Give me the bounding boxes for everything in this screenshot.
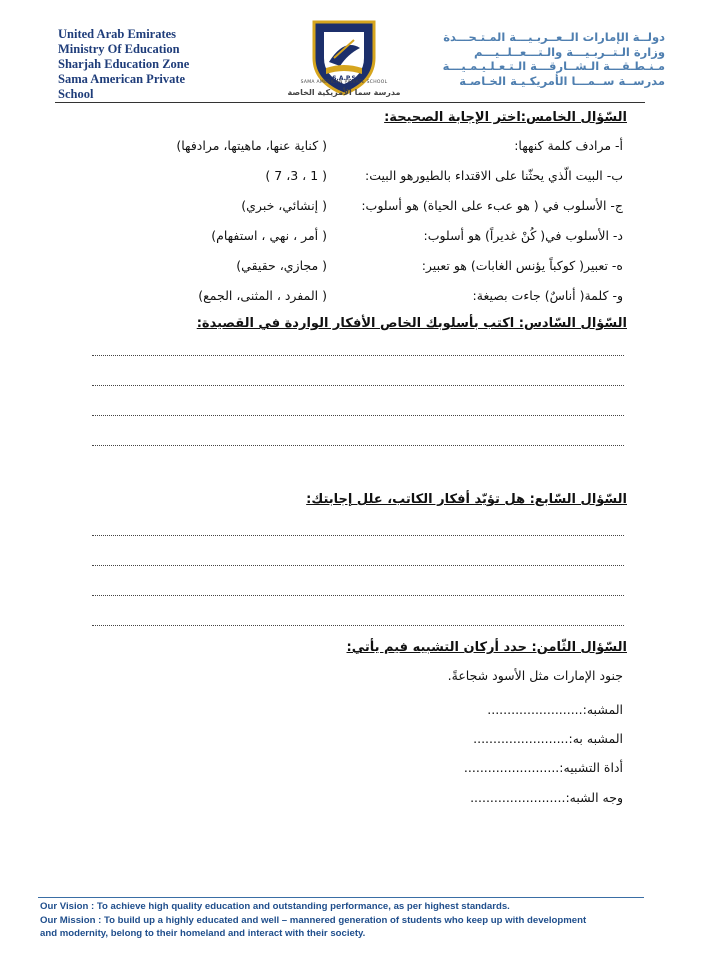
q8-sentence: جنود الإمارات مثل الأسود شجاعةً. [447, 668, 623, 683]
q8-field-resemblance [470, 790, 623, 805]
header-ar-line-school: مدرســة ســمـــا الأمريكـيـة الخـاصـة [459, 73, 665, 88]
q7-answer-line-2[interactable] [92, 565, 624, 566]
header-line-country: United Arab Emirates [58, 27, 177, 41]
footer-vision: Our Vision : To achieve high quality education and outstanding performance, as per highest standards. [40, 901, 510, 912]
q8-field-mushabbah-bih-blank[interactable]: ........................ [473, 731, 569, 746]
header-english-block [58, 27, 258, 102]
q6-title: السّؤال السّادس: اكتب بأسلوبك الخاص الأفكار الواردة في القصيدة: [196, 316, 627, 331]
q6-answer-line-4[interactable] [92, 445, 624, 446]
header-divider [55, 102, 645, 103]
header-arabic-block [442, 30, 665, 88]
logo-caption-english: SAMA AMERICAN PRIVATE SCHOOL [300, 80, 388, 85]
header-line-zone: Sharjah Education Zone [58, 57, 190, 71]
q8-field-mushabbah-label: المشبه: [582, 702, 623, 717]
q5-item-c-question: ج- الأسلوب في ( هو عبء على الحياة) هو أسلوب: [361, 198, 623, 213]
q5-item-a-options: ( كناية عنها، ماهيتها، مرادفها) [176, 138, 327, 153]
q5-item-e-options: ( مجازي، حقيقي) [236, 258, 327, 273]
q5-item-f-question: و- كلمة( أناسٌ) جاءت بصيغة: [472, 288, 623, 303]
header-line-school-1: Sama American Private [58, 72, 186, 86]
q5-item-b-options: ( 1 ، 3، 7 ) [265, 168, 327, 183]
q6-answer-line-1[interactable] [92, 355, 624, 356]
q5-item-d-question: د- الأسلوب في( كُنْ غديراً) هو أسلوب: [423, 228, 623, 243]
q8-field-mushabbah [487, 702, 623, 717]
footer-divider [38, 897, 644, 898]
q7-answer-line-4[interactable] [92, 625, 624, 626]
q8-title: السّؤال الثّامن: حدد أركان التشبيه فيم يأتي: [346, 640, 627, 655]
header-line-school-2: School [58, 87, 94, 101]
q5-item-a-question: أ- مرادف كلمة كنهها: [514, 138, 623, 153]
q7-answer-line-3[interactable] [92, 595, 624, 596]
q5-item-f-options: ( المفرد ، المثنى، الجمع) [198, 288, 327, 303]
q8-field-resemblance-blank[interactable]: ........................ [470, 790, 566, 805]
footer-mission-line-2: and modernity, belong to their homeland and interact with their society. [40, 928, 366, 939]
q8-field-mushabbah-bih-label: المشبه به: [568, 731, 623, 746]
q8-field-tool-label: أداة التشبيه: [559, 760, 623, 775]
header-ar-line-zone: مـنـطـقـــة الـشــارقـــة الـتـعـلـيـمـيـــة [442, 59, 665, 73]
q5-item-e-question: ه- تعبير( كوكباً يؤنس الغابات) هو تعبير: [421, 258, 623, 273]
q8-field-resemblance-label: وجه الشبه: [565, 790, 623, 805]
footer-mission-line-1: Our Mission : To build up a highly educated and well – mannered generation of students who keep up with development [40, 915, 587, 926]
q7-title: السّؤال السّابع: هل تؤيّد أفكار الكاتب، علل إجابتك: [306, 492, 627, 507]
q6-answer-line-2[interactable] [92, 385, 624, 386]
q5-item-c-options: ( إنشائي، خبري) [241, 198, 327, 213]
logo-badge-text: S.A.P.S [332, 75, 356, 82]
logo-caption-arabic: مدرسة سما الأمريكية الخاصة [287, 88, 401, 97]
q8-field-tool-blank[interactable]: ........................ [463, 760, 560, 775]
header-line-ministry: Ministry Of Education [58, 42, 180, 56]
q5-item-d-options: ( أمر ، نهي ، استفهام) [211, 228, 327, 243]
q6-answer-line-3[interactable] [92, 415, 624, 416]
header-ar-line-ministry: وزارة الـتــربـيـــة والـتـــعــلــيـــم [474, 44, 665, 59]
q7-answer-line-1[interactable] [92, 535, 624, 536]
q8-field-tool [464, 760, 623, 775]
q8-field-mushabbah-blank[interactable]: ........................ [487, 702, 583, 717]
header-ar-line-country: دولــة الإمارات الــعــربـيـــة المـتـحـــدة [443, 30, 665, 44]
q8-field-mushabbah-bih [473, 731, 623, 746]
q5-title: السّؤال الخامس:اختر الإجابة الصحيحة: [384, 110, 627, 125]
q5-item-b-question: ب- البيت الّذي يحثّنا على الاقتداء بالطيورهو البيت: [365, 168, 623, 183]
